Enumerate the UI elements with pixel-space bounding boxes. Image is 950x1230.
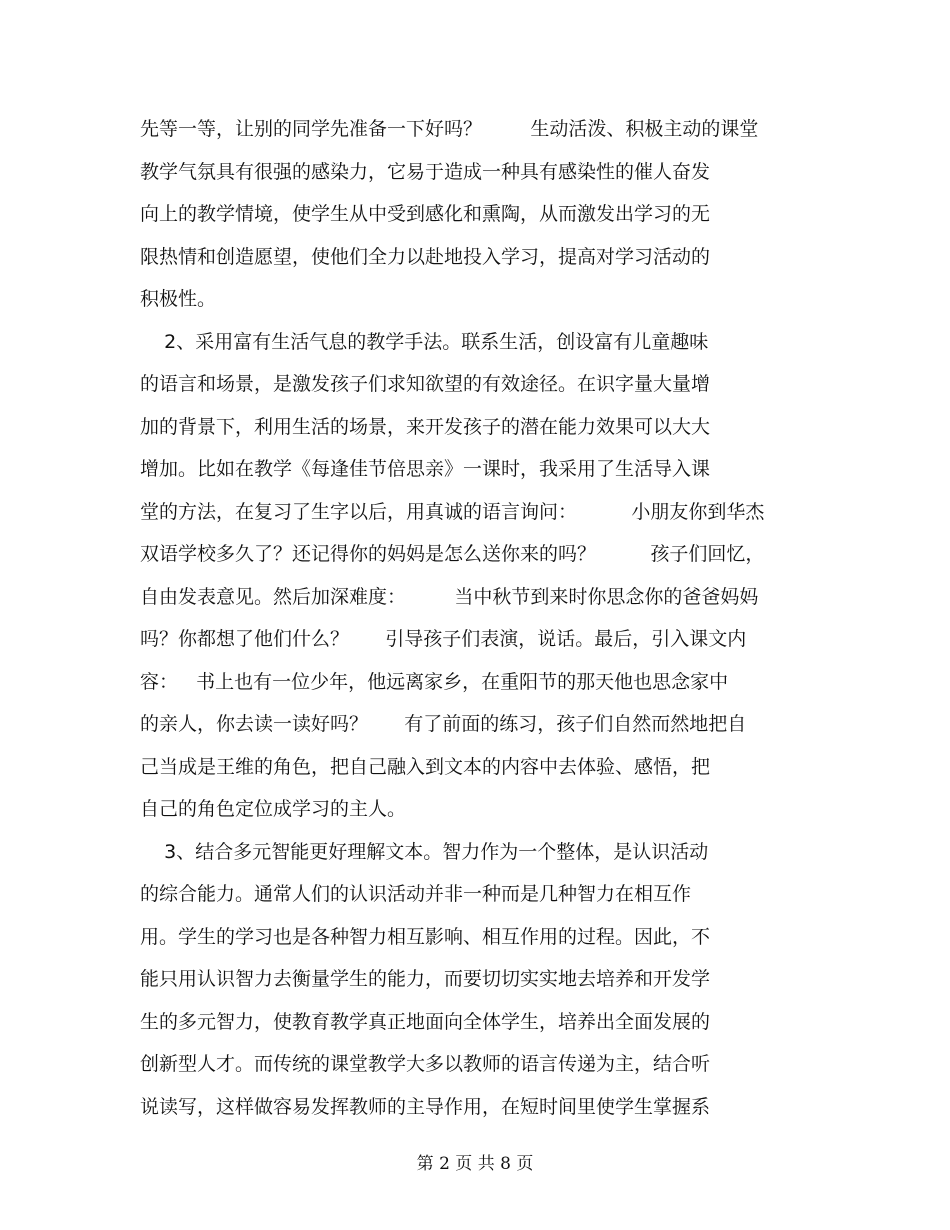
text-line: 教学气氛具有很强的感染力，它易于造成一种具有感染性的催人奋发 <box>140 160 711 183</box>
text-line: 容： 书上也有一位少年，他远离家乡，在重阳节的那天他也思念家中 <box>140 670 729 693</box>
text-line: 己当成是王维的角色，把自己融入到文本的内容中去体验、感悟，把 <box>140 755 711 778</box>
text-line: 生的多元智力，使教育教学真正地面向全体学生，培养出全面发展的 <box>140 1010 711 1033</box>
text-line: 双语学校多久了？还记得你的妈妈是怎么送你来的吗？ 孩子们回忆， <box>140 543 765 565</box>
text-line: 用。学生的学习也是各种智力相互影响、相互作用的过程。因此，不 <box>140 925 711 948</box>
text-line: 限热情和创造愿望，使他们全力以赴地投入学习，提高对学习活动的 <box>140 245 711 268</box>
text-line: 能只用认识智力去衡量学生的能力，而要切切实实地去培养和开发学 <box>140 968 711 990</box>
text-line: 积极性。 <box>140 288 217 310</box>
text-line: 吗？你都想了他们什么？ 引导孩子们表演，说话。最后，引入课文内 <box>140 628 747 650</box>
text-line: 的亲人，你去读一读好吗？ 有了前面的练习，孩子们自然而然地把自 <box>140 713 747 735</box>
text-line: 增加。比如在教学《每逢佳节倍思亲》一课时，我采用了生活导入课 <box>140 458 711 480</box>
text-line: 的综合能力。通常人们的认识活动并非一种而是几种智力在相互作 <box>140 883 692 905</box>
text-line: 先等一等，让别的同学先准备一下好吗？ 生动活泼、积极主动的课堂 <box>140 118 759 140</box>
text-line: 3、结合多元智能更好理解文本。智力作为一个整体，是认识活动 <box>140 840 709 863</box>
text-line: 加的背景下，利用生活的场景，来开发孩子的潜在能力效果可以大大 <box>140 415 711 438</box>
page-footer: 第 2 页 共 8 页 <box>416 1154 534 1174</box>
text-line: 的语言和场景，是激发孩子们求知欲望的有效途径。在识字量大量增 <box>140 373 711 395</box>
text-line: 2、采用富有生活气息的教学手法。联系生活，创设富有儿童趣味 <box>140 330 709 353</box>
text-line: 向上的教学情境，使学生从中受到感化和熏陶，从而激发出学习的无 <box>140 203 711 225</box>
text-line: 自己的角色定位成学习的主人。 <box>140 798 407 820</box>
text-line: 创新型人才。而传统的课堂教学大多以教师的语言传递为主，结合听 <box>140 1053 711 1075</box>
text-line: 堂的方法，在复习了生字以后，用真诚的语言询问： 小朋友你到华杰 <box>140 500 765 523</box>
text-line: 自由发表意见。然后加深难度： 当中秋节到来时你思念你的爸爸妈妈 <box>140 585 759 608</box>
text-line: 说读写，这样做容易发挥教师的主导作用，在短时间里使学生掌握系 <box>140 1095 711 1118</box>
